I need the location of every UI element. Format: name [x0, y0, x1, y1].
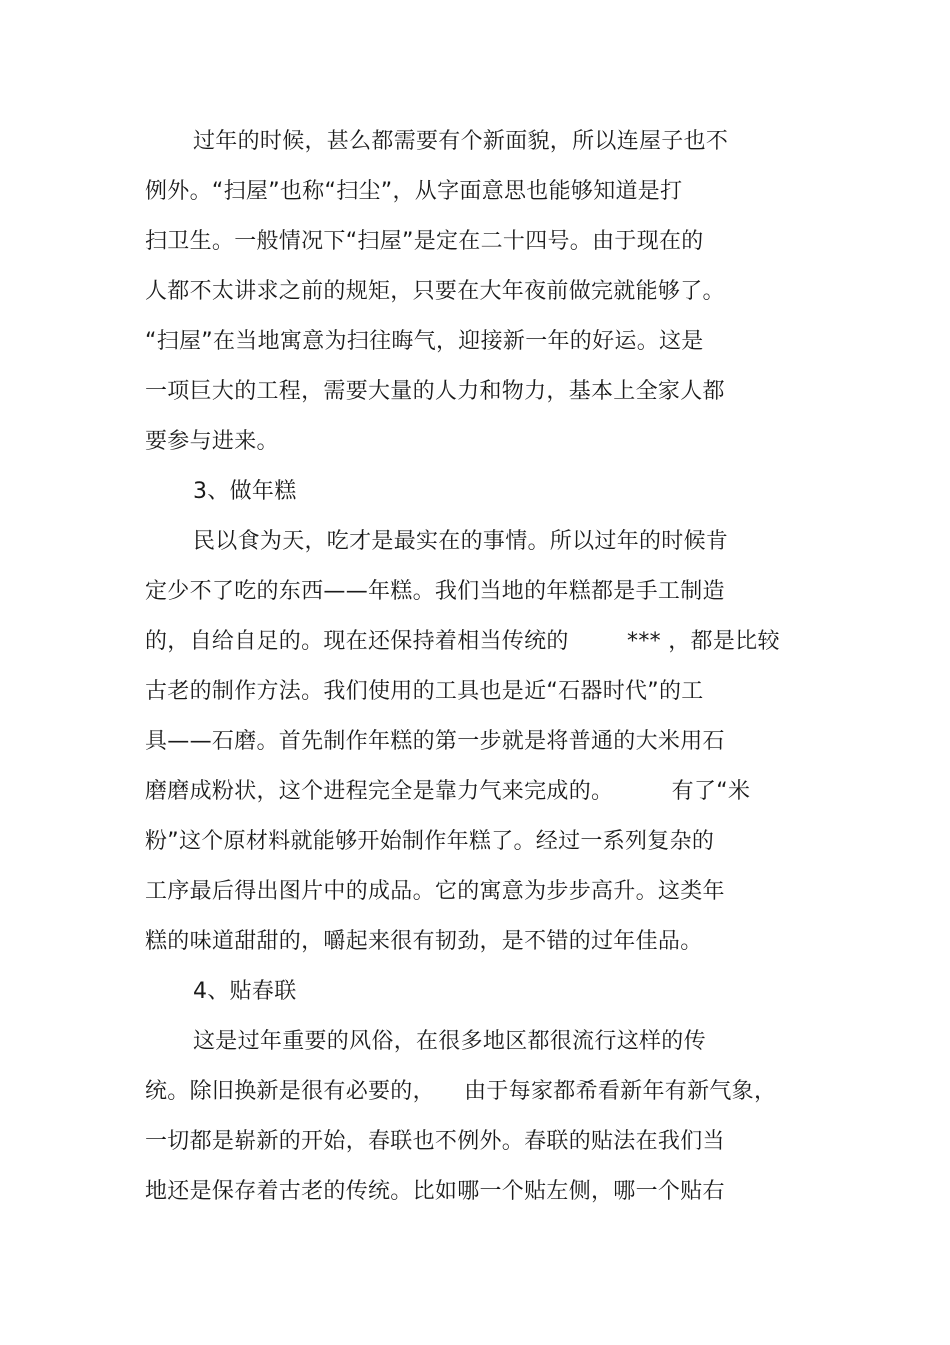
text-line: 过年的时候，甚么都需要有个新面貌，所以连屋子也不: [193, 129, 729, 154]
section-heading: 3、做年糕: [193, 479, 297, 504]
text-line: 定少不了吃的东西——年糕。我们当地的年糕都是手工制造: [145, 579, 725, 604]
text-line: 磨磨成粉状，这个进程完全是靠力气来完成的。 有了“米: [145, 779, 751, 804]
text-line: 糕的味道甜甜的，嚼起来很有韧劲，是不错的过年佳品。: [145, 929, 703, 954]
text-line: 扫卫生。一般情况下“扫屋”是定在二十四号。由于现在的: [145, 229, 704, 254]
text-line: 地还是保存着古老的传统。比如哪一个贴左侧，哪一个贴右: [145, 1179, 725, 1204]
text-line: 统。除旧换新是很有必要的， 由于每家都希看新年有新气象，: [145, 1079, 777, 1104]
text-line: 这是过年重要的风俗，在很多地区都很流行这样的传: [193, 1029, 706, 1054]
text-line: 一切都是崭新的开始，春联也不例外。春联的贴法在我们当: [145, 1129, 725, 1154]
text-line: 人都不太讲求之前的规矩，只要在大年夜前做完就能够了。: [145, 279, 725, 304]
text-line: 要参与进来。: [145, 429, 279, 454]
text-line: 民以食为天，吃才是最实在的事情。所以过年的时候肯: [193, 529, 729, 554]
section-heading: 4、贴春联: [193, 979, 297, 1004]
text-line: 古老的制作方法。我们使用的工具也是近“石器时代”的工: [145, 679, 704, 704]
text-line: 例外。“扫屋”也称“扫尘”，从字面意思也能够知道是打: [145, 179, 683, 204]
text-line: 的，自给自足的。现在还保持着相当传统的 *** ，都是比较: [145, 629, 780, 654]
text-line: “扫屋”在当地寓意为扫往晦气，迎接新一年的好运。这是: [145, 329, 704, 354]
text-line: 工序最后得出图片中的成品。它的寓意为步步高升。这类年: [145, 879, 725, 904]
text-line: 粉”这个原材料就能够开始制作年糕了。经过一系列复杂的: [145, 829, 715, 854]
text-line: 具——石磨。首先制作年糕的第一步就是将普通的大米用石: [145, 729, 725, 754]
text-line: 一项巨大的工程，需要大量的人力和物力，基本上全家人都: [145, 379, 725, 404]
